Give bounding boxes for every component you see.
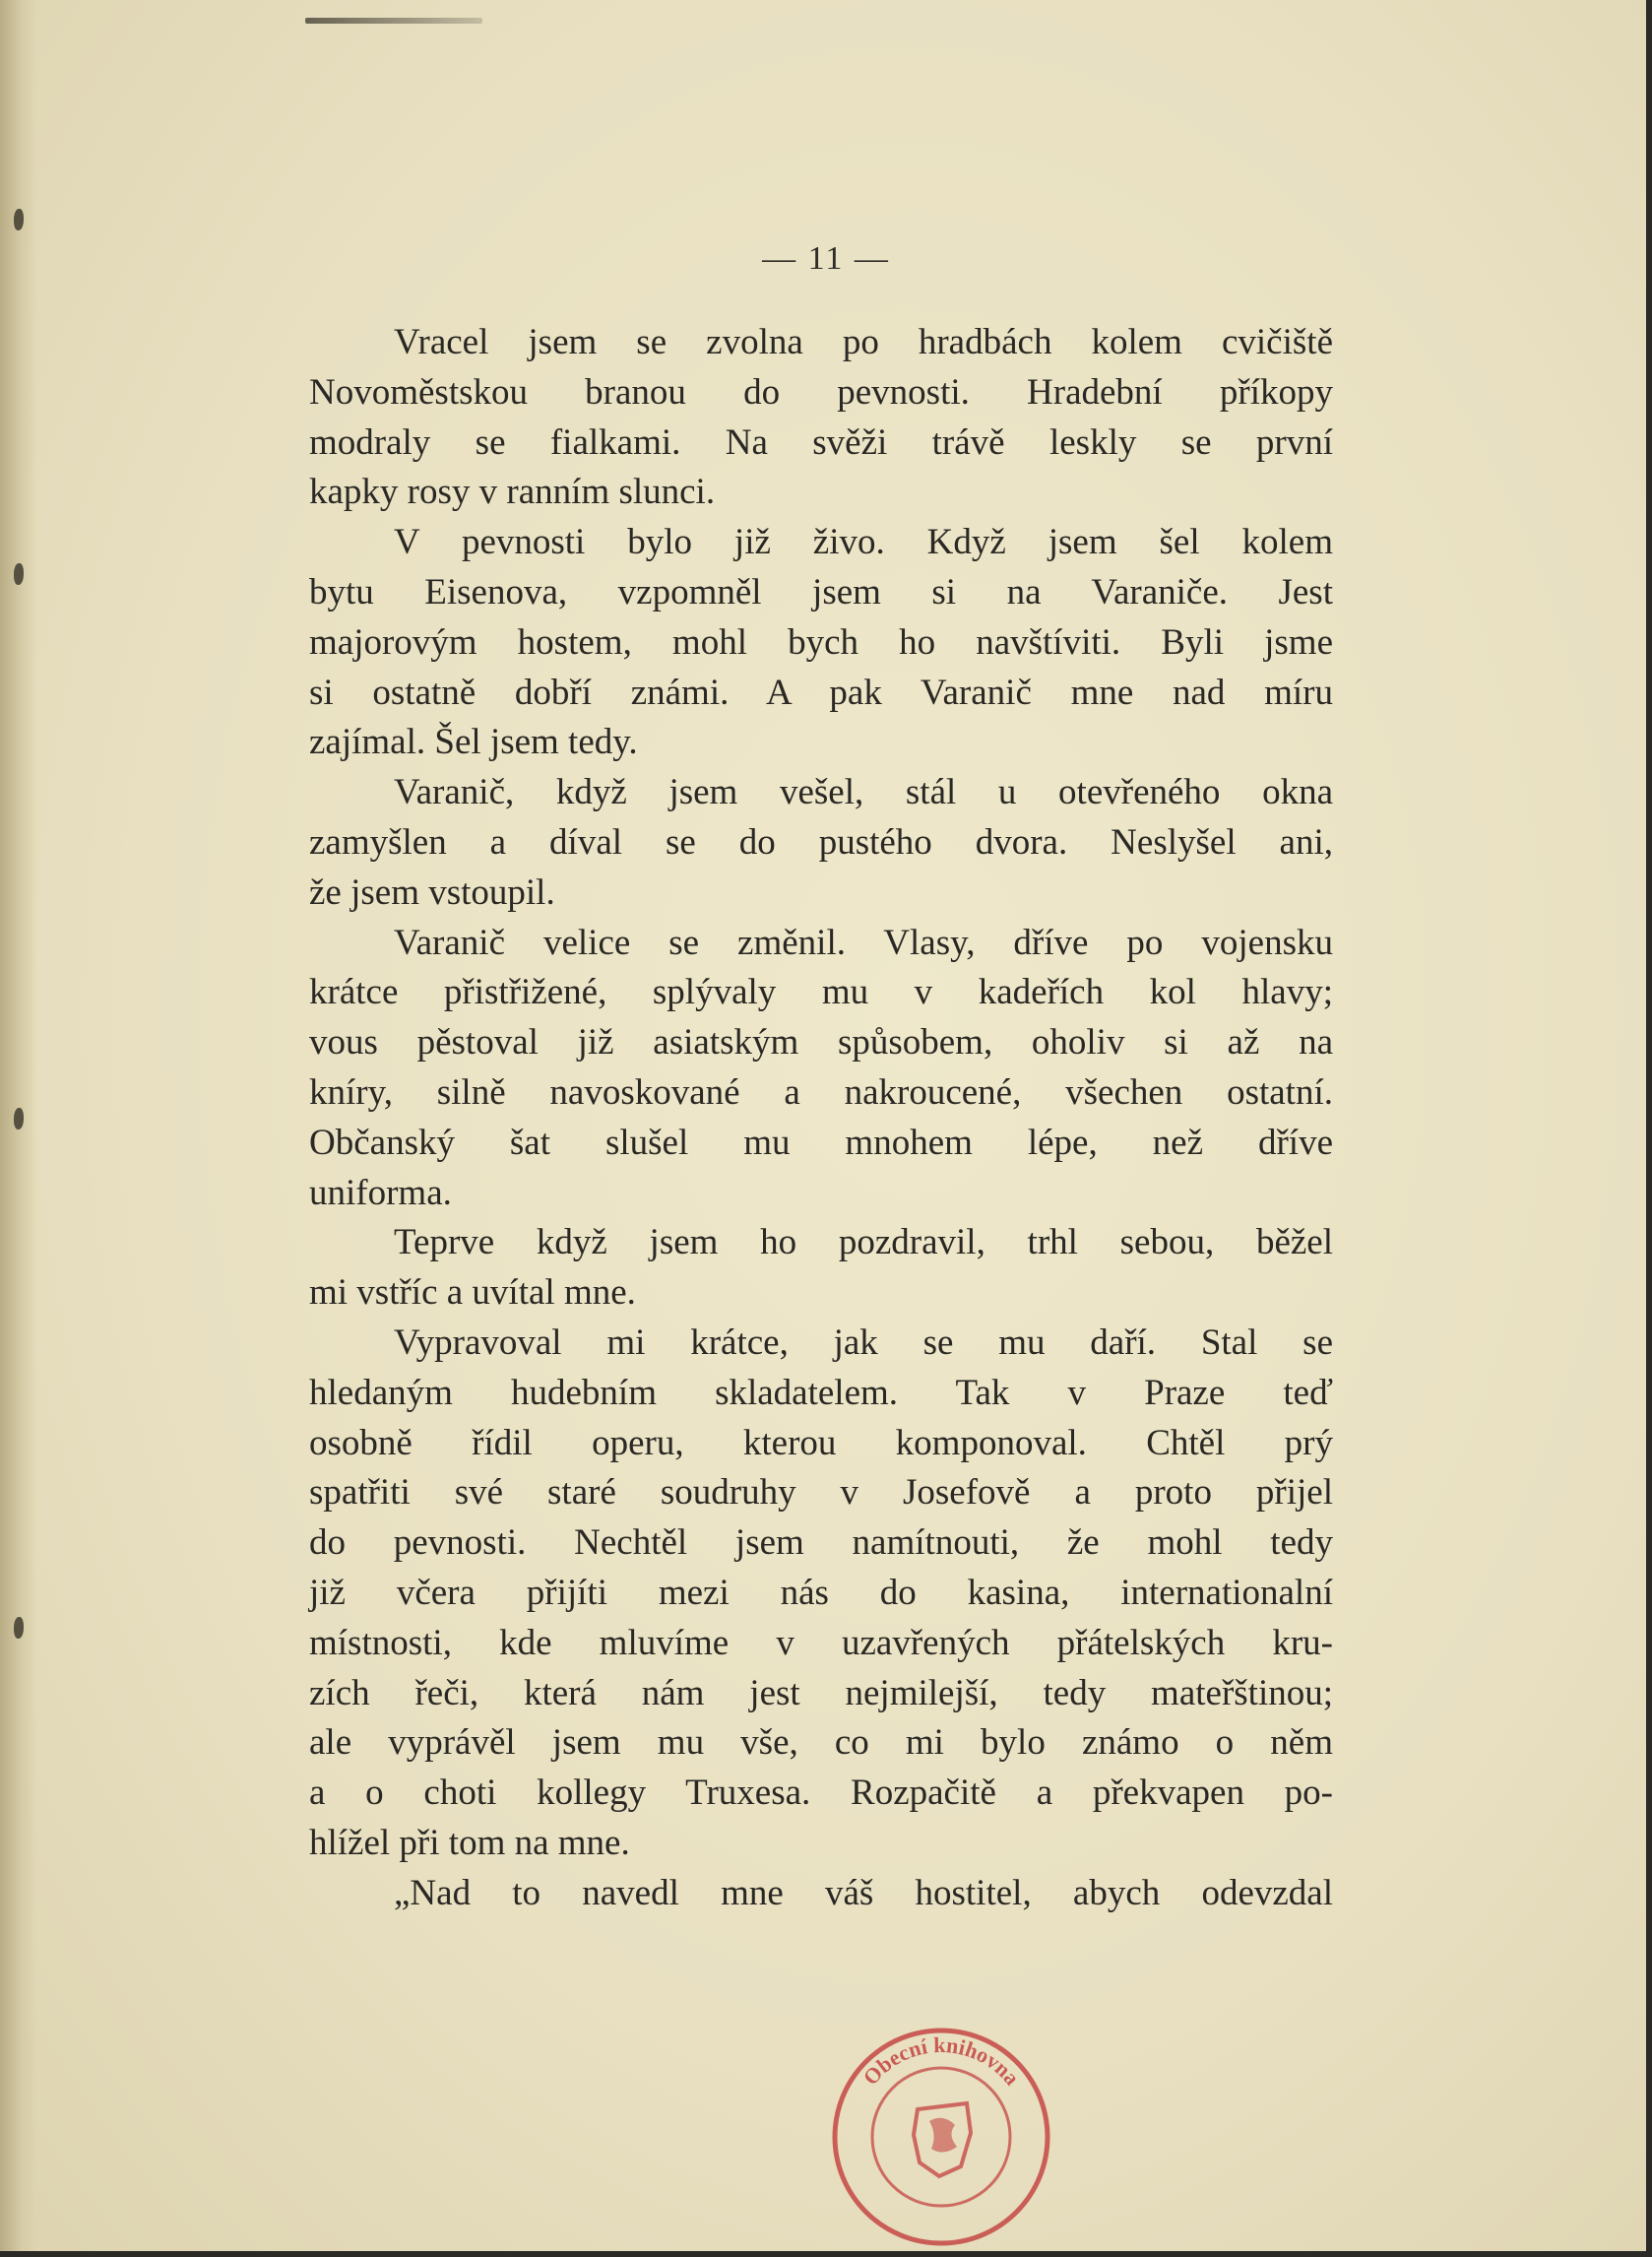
text-line: uniforma. bbox=[309, 1172, 452, 1213]
text-line: zích řeči, která nám jest nejmilejší, tedy mateřštinou; bbox=[309, 1672, 1333, 1713]
text-line: osobně řídil operu, kterou komponoval. Chtěl prý bbox=[309, 1422, 1333, 1463]
text-line: Vracel jsem se zvolna po hradbách kolem cvičiště bbox=[394, 322, 1333, 362]
text-line: V pevnosti bylo již živo. Když jsem šel kolem bbox=[394, 522, 1333, 563]
page-number: — 11 — bbox=[762, 240, 890, 277]
text-line: „Nad to navedl mne váš hostitel, abych odevzdal bbox=[394, 1872, 1333, 1913]
page-right-edge bbox=[1646, 0, 1652, 2257]
binding-hole-mark bbox=[14, 1108, 24, 1129]
text-line: zajímal. Šel jsem tedy. bbox=[309, 722, 638, 763]
text-line: místnosti, kde mluvíme v uzavřených přátelských kru- bbox=[309, 1622, 1333, 1663]
library-stamp bbox=[823, 2019, 1059, 2255]
text-line: Varanič, když jsem vešel, stál u otevřeného okna bbox=[394, 772, 1333, 813]
text-line: kapky rosy v ranním slunci. bbox=[309, 472, 716, 513]
text-line: hlížel při tom na mne. bbox=[309, 1822, 630, 1863]
text-line: do pevnosti. Nechtěl jsem namítnouti, že mohl tedy bbox=[309, 1522, 1333, 1564]
binding-hole-mark bbox=[14, 209, 24, 230]
text-line: ale vyprávěl jsem mu vše, co mi bylo známo o něm bbox=[309, 1722, 1333, 1764]
text-line: že jsem vstoupil. bbox=[309, 871, 555, 913]
stamp-text: Obecní knihovna bbox=[858, 2031, 1025, 2091]
text-line: spatřiti své staré soudruhy v Josefově a proto přijel bbox=[309, 1472, 1333, 1514]
text-line: a o choti kollegy Truxesa. Rozpačitě a překvapen po- bbox=[309, 1773, 1333, 1814]
binding-hole-mark bbox=[14, 563, 24, 585]
text-line: Vypravoval mi krátce, jak se mu daří. Stal se bbox=[394, 1322, 1333, 1363]
page-top-edge-mark bbox=[305, 18, 482, 24]
text-line: hledaným hudebním skladatelem. Tak v Praze teď bbox=[309, 1372, 1333, 1413]
binding-hole-mark bbox=[14, 1617, 24, 1639]
text-line: majorovým hostem, mohl bych ho navštíviti. Byli jsme bbox=[309, 621, 1333, 663]
text-line: kníry, silně navoskované a nakroucené, všechen ostatní. bbox=[309, 1071, 1333, 1113]
text-line: bytu Eisenova, vzpomněl jsem si na Varaniče. Jest bbox=[309, 571, 1333, 613]
body-text bbox=[309, 318, 1333, 1919]
text-line: Novoměstskou branou do pevnosti. Hradební příkopy bbox=[309, 371, 1333, 413]
text-line: již včera přijíti mezi nás do kasina, internationalní bbox=[309, 1572, 1333, 1613]
text-line: si ostatně dobří známi. A pak Varanič mne nad míru bbox=[309, 672, 1333, 713]
text-line: zamyšlen a díval se do pustého dvora. Neslyšel ani, bbox=[309, 821, 1333, 863]
text-line: krátce přistřižené, splývaly mu v kadeřích kol hlavy; bbox=[309, 972, 1333, 1013]
text-line: Občanský šat slušel mu mnohem lépe, než dříve bbox=[309, 1122, 1333, 1163]
text-line: vous pěstoval již asiatským spůsobem, oholiv si až na bbox=[309, 1022, 1333, 1064]
text-line: modraly se fialkami. Na svěži trávě leskly se první bbox=[309, 421, 1333, 463]
text-line: Varanič velice se změnil. Vlasy, dříve po vojensku bbox=[394, 922, 1333, 963]
text-line: Teprve když jsem ho pozdravil, trhl sebou, běžel bbox=[394, 1222, 1333, 1263]
text-line: mi vstříc a uvítal mne. bbox=[309, 1272, 636, 1314]
